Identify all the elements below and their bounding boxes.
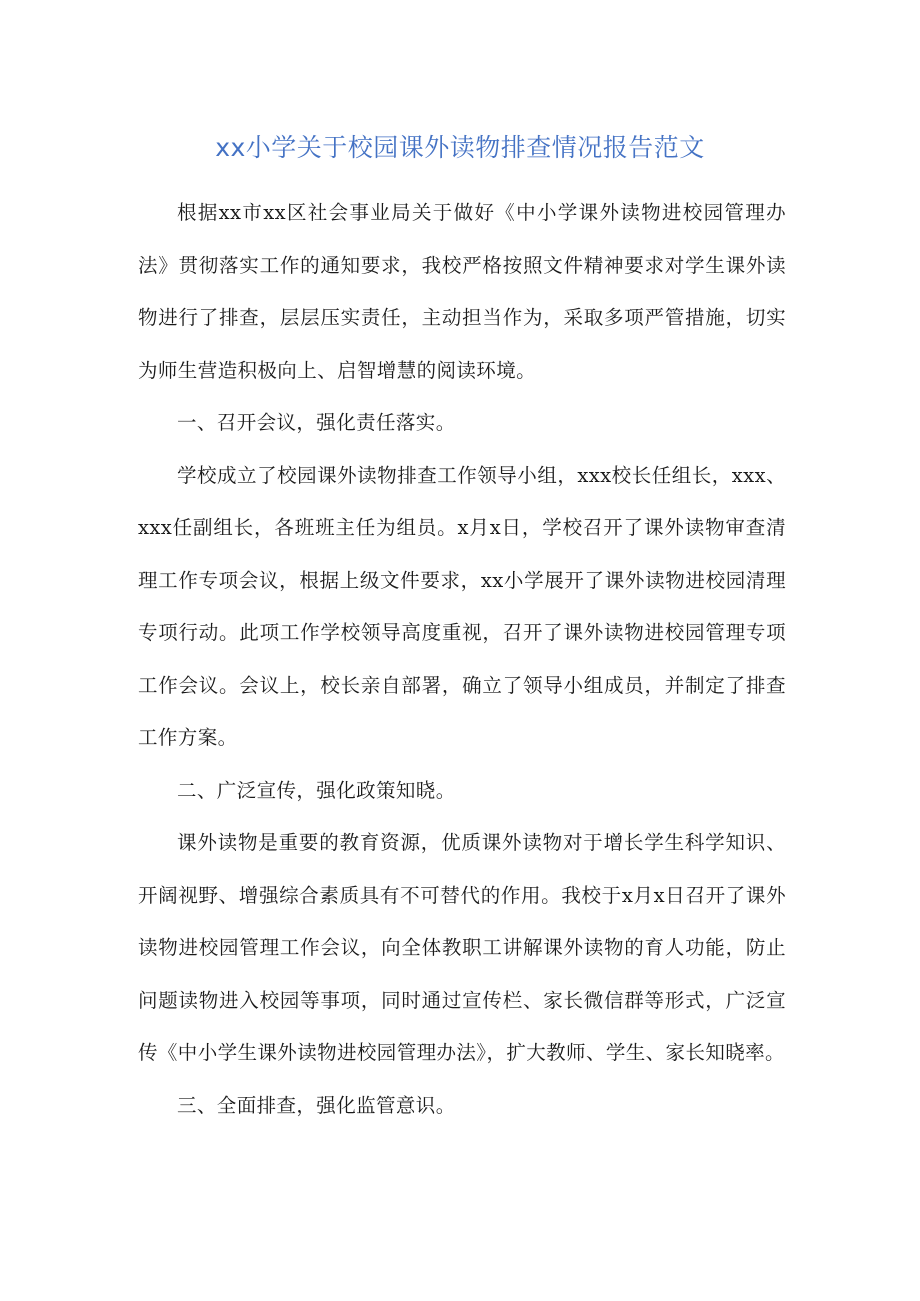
section-heading-3: 三、全面排查，强化监管意识。 <box>177 1093 456 1117</box>
section-paragraph-2: 课外读物是重要的教育资源，优质课外读物对于增长学生科学知识、开阔视野、增强综合素质具有不可替代的作用。我校于x月x日召开了课外读物进校园管理工作会议，向全体教职工讲解课外读物的育人功能，防止问题读物进入校园等事项，同时通过宣传栏、家长微信群等形式，广泛宣传《中小学生课外读物进校园管理办法》，扩大教师、学生、家长知晓率。 <box>138 831 786 1064</box>
intro-paragraph: 根据xx市xx区社会事业局关于做好《中小学课外读物进校园管理办法》贯彻落实工作的通知要求，我校严格按照文件精神要求对学生课外读物进行了排查，层层压实责任，主动担当作为，采取多项严管措施，切实为师生营造积极向上、启智增慧的阅读环境。 <box>138 201 786 382</box>
section-heading-1: 一、召开会议，强化责任落实。 <box>177 411 456 434</box>
section-heading-2: 二、广泛宣传，强化政策知晓。 <box>177 778 456 802</box>
document-title: xx小学关于校园课外读物排查情况报告范文 <box>215 133 705 162</box>
document-body <box>138 187 786 1132</box>
section-paragraph-1: 学校成立了校园课外读物排查工作领导小组，xxx校长任组长，xxx、xxx任副组长，各班班主任为组员。x月x日，学校召开了课外读物审查清理工作专项会议，根据上级文件要求，xx小学展开了课外读物进校园清理专项行动。此项工作学校领导高度重视，召开了课外读物进校园管理专项工作会议。会议上，校长亲自部署，确立了领导小组成员，并制定了排查工作方案。 <box>138 463 786 749</box>
